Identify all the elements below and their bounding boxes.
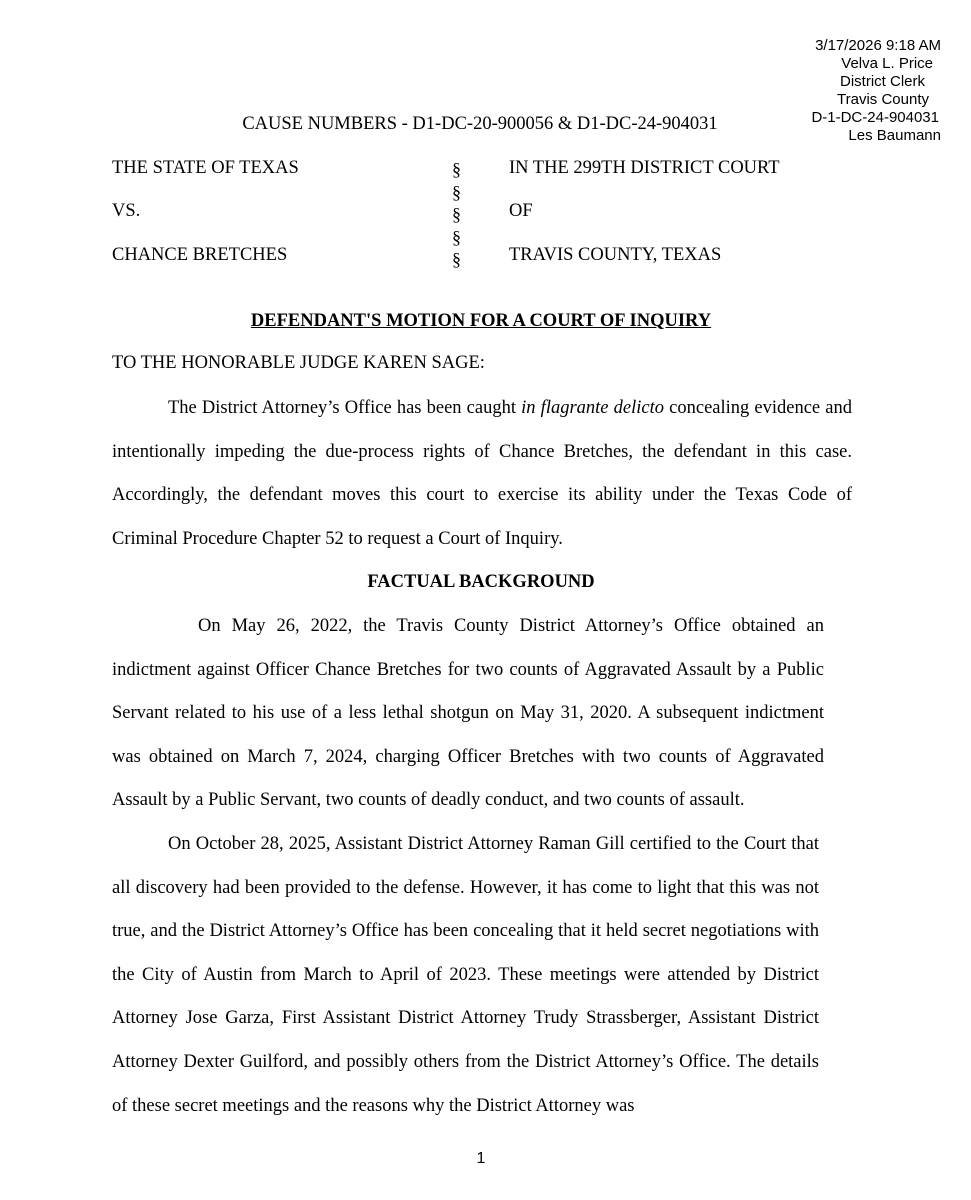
section-symbol: § bbox=[452, 249, 461, 269]
intro-text-part2: concealing evidence and intentionally impeding the due-process rights of Chance Bretches, the defendant in this case. Accordingly, the defendant moves this court to exercise its ability under the Texas Code of Criminal Procedure Chapter 52 to request a Court of Inquiry. bbox=[112, 398, 853, 549]
page-number: 1 bbox=[476, 1150, 486, 1167]
factual-background-heading: FACTUAL BACKGROUND bbox=[367, 572, 595, 592]
motion-title: DEFENDANT'S MOTION FOR A COURT OF INQUIRY bbox=[250, 311, 712, 331]
stamp-county: Travis County bbox=[837, 91, 929, 108]
stamp-datetime: 3/17/2026 9:18 AM bbox=[815, 37, 941, 54]
stamp-case-number: D-1-DC-24-904031 bbox=[811, 109, 939, 126]
intro-paragraph bbox=[112, 387, 852, 561]
factual-paragraph-2: On October 28, 2025, Assistant District Attorney Raman Gill certified to the Court that all discovery had been provided to the defense. However, it has come to light that this was not true, and the District Attorney’s Office has been concealing that it held secret negotiations with the City of Austin from March to April of 2023. These meetings were attended by District Attorney Jose Garza, First Assistant District Attorney Trudy Strassberger, Assistant District Attorney Dexter Guilford, and possibly others from the District Attorney’s Office. The details of these secret meetings and the reasons why the District Attorney was bbox=[112, 834, 819, 1116]
caption-defendant: CHANCE BRETCHES bbox=[112, 245, 288, 265]
intro-text-part1: The District Attorney’s Office has been caught bbox=[168, 398, 522, 418]
factual-paragraph-1: On May 26, 2022, the Travis County District Attorney’s Office obtained an indictment against Officer Chance Bretches for two counts of Aggravated Assault by a Public Servant related to his use of a less lethal shotgun on May 31, 2020. A subsequent indictment was obtained on March 7, 2024, charging Officer Bretches with two counts of Aggravated Assault by a Public Servant, two counts of deadly conduct, and two counts of assault. bbox=[112, 616, 824, 811]
caption-vs: VS. bbox=[112, 201, 141, 221]
intro-italic-phrase: in flagrante delicto bbox=[521, 398, 664, 418]
stamp-deputy: Les Baumann bbox=[848, 127, 941, 144]
section-symbol: § bbox=[452, 226, 461, 247]
stamp-clerk-name: Velva L. Price bbox=[841, 55, 933, 72]
section-symbol: § bbox=[452, 181, 461, 202]
section-symbol: § bbox=[452, 159, 461, 179]
section-symbols bbox=[452, 158, 461, 271]
caption-court: IN THE 299TH DISTRICT COURT bbox=[509, 158, 780, 178]
caption-of: OF bbox=[509, 201, 533, 221]
stamp-clerk-title: District Clerk bbox=[840, 73, 925, 90]
salutation: TO THE HONORABLE JUDGE KAREN SAGE: bbox=[112, 353, 485, 373]
section-symbol: § bbox=[452, 204, 461, 224]
cause-numbers: CAUSE NUMBERS - D1-DC-20-900056 & D1-DC-24-904031 bbox=[242, 114, 718, 134]
caption-state: THE STATE OF TEXAS bbox=[112, 158, 299, 178]
caption-county: TRAVIS COUNTY, TEXAS bbox=[509, 245, 722, 265]
